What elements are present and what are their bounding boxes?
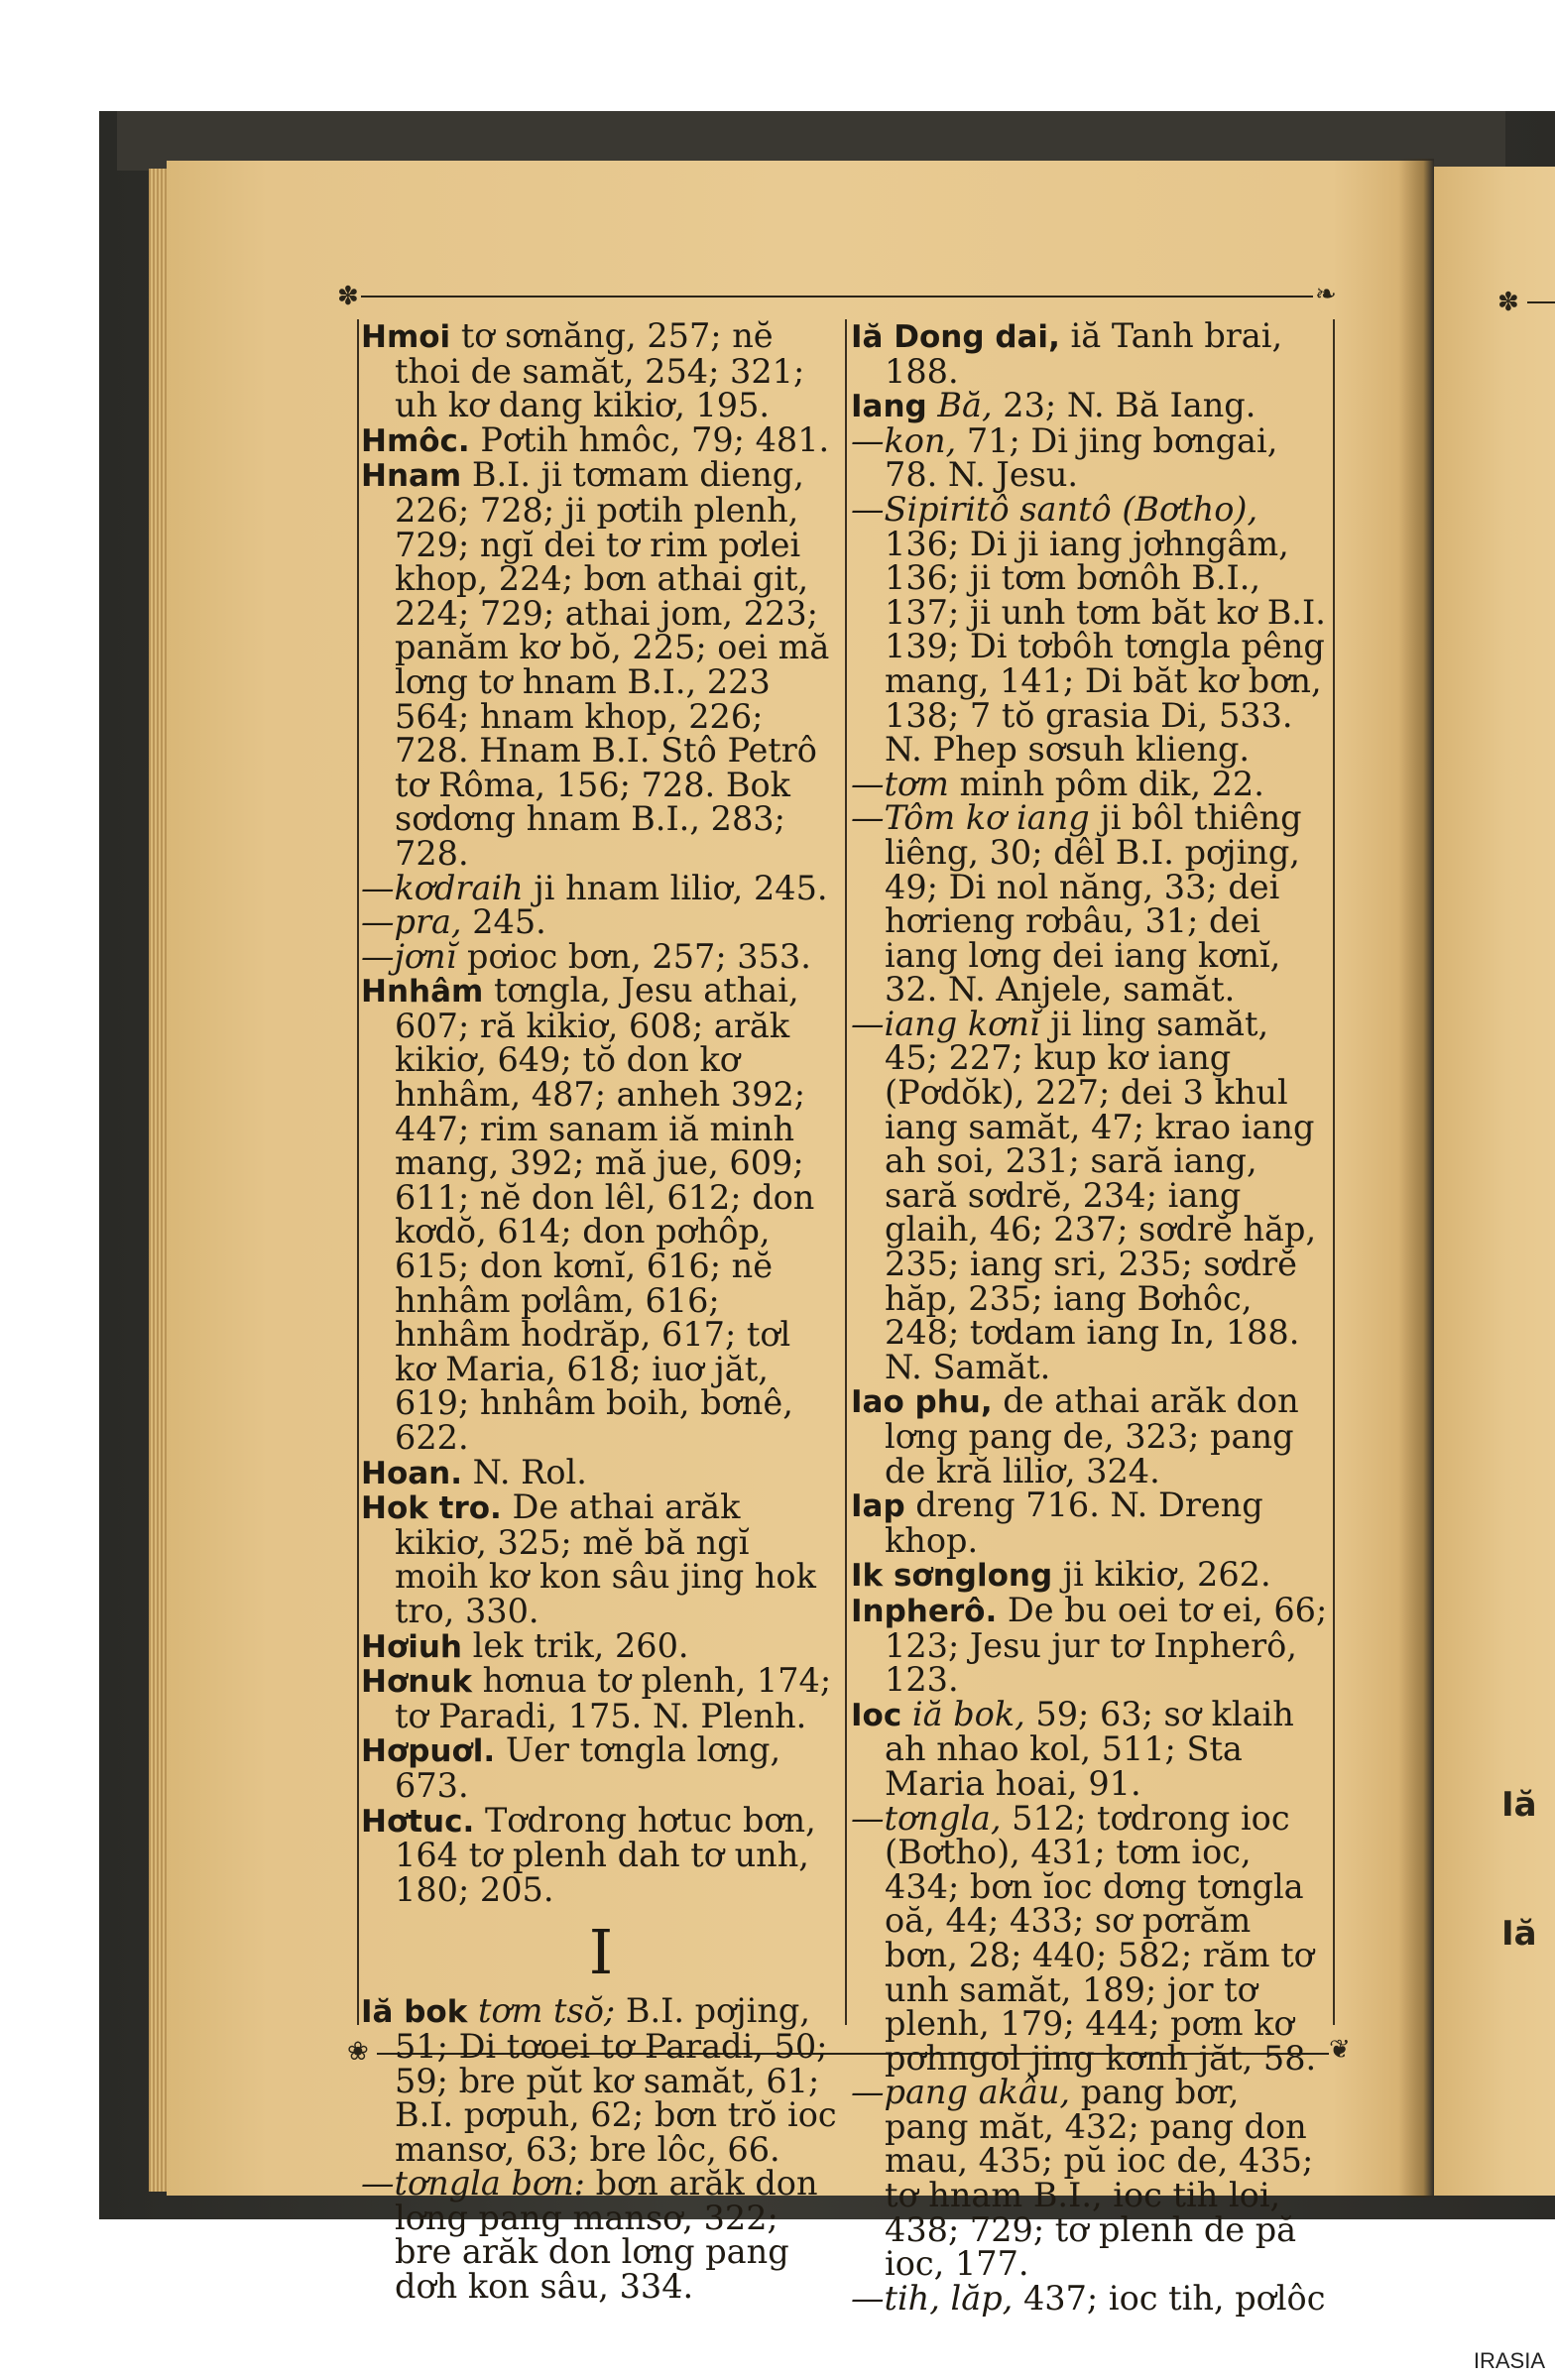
entry-text: de athai arăk don lơng pang de, 323; pang de kră liliơ, 324.	[885, 1381, 1299, 1490]
index-entry	[851, 2073, 1331, 2284]
index-entry	[361, 936, 841, 976]
entry-headword: Hơtuc.	[361, 1803, 475, 1840]
entry-italic-gloss: Bă,	[926, 386, 993, 425]
entry-text: 71; Di jing bơngai, 78. N. Jesu.	[885, 420, 1278, 495]
entry-subhead: —tơngla bơn:	[361, 2164, 585, 2203]
entry-text: ji bôl thiêng liêng, 30; dêl B.I. pơjing, 49; Di nol năng, 33; dei hơrieng rơbâu, 31; dei iang lơng dei iang kơnĭ, 32. N. Anjele, samăt.	[885, 798, 1302, 1010]
entry-headword: Iang	[851, 389, 927, 425]
index-entry	[851, 1798, 1331, 2078]
entry-headword: Ioc	[851, 1697, 902, 1733]
entry-text: bơn arăk don lơng pang mansơ, 322; bre arăk don lơng pang dơh kon sâu, 334.	[395, 2164, 818, 2307]
entry-text: hơnua tơ plenh, 174; tơ Paradi, 175. N. Plenh.	[395, 1661, 832, 1735]
index-entry	[851, 2278, 1331, 2318]
index-entry	[361, 1490, 841, 1628]
entry-text: Uer tơngla lơng, 673.	[395, 1730, 781, 1805]
entry-text: 59; 63; sơ klaih ah nhao kol, 511; Sta Maria hoai, 91.	[885, 1694, 1294, 1803]
index-entry	[361, 1730, 841, 1805]
index-entry	[361, 1661, 841, 1735]
entry-subhead: —Sipiritô santô (Bơtho),	[851, 489, 1258, 529]
index-entry	[361, 1800, 841, 1909]
entry-headword: Hnam	[361, 458, 462, 495]
top-rule	[361, 296, 1313, 298]
index-entry	[851, 420, 1331, 495]
index-entry	[851, 386, 1331, 425]
entry-text: ji ling samăt, 45; 227; kup kơ iang (Pơdŏk), 227; dei 3 khul iang samăt, 47; krao iang ah soi, 231; sară iang, sară sơdrĕ, 234; iang glaih, 46; 237; sơdrĕ hăp, 235; iang sri, 235; sơdrĕ hăp, 235; iang Bơhôc, 248; tơdam iang In, 188. N. Samăt.	[885, 1004, 1317, 1386]
entry-text: N. Rol.	[462, 1452, 587, 1491]
book-gutter	[1398, 159, 1434, 2198]
entry-headword: Hmôc.	[361, 422, 470, 459]
entry-text: dreng 716. N. Dreng khop.	[885, 1486, 1263, 1560]
entry-text: B.I. pơjing, 51; Di tơoei tơ Paradi, 50; 59; bre pŭt kơ samăt, 61; B.I. pơpuh, 62; bơn trŏ ioc mansơ, 63; bre lôc, 66.	[395, 1991, 837, 2169]
entry-subhead: —tơm	[851, 764, 949, 803]
entry-headword: Hmoi	[361, 319, 451, 355]
entry-headword: Hok tro.	[361, 1490, 502, 1527]
next-page-rule	[1527, 301, 1555, 303]
entry-text: minh pôm dik, 22.	[948, 764, 1264, 803]
entry-headword: Hnhâm	[361, 974, 484, 1011]
entry-subhead: —tơngla,	[851, 1798, 1002, 1838]
entry-headword: Hoan.	[361, 1455, 463, 1491]
index-entry	[851, 316, 1331, 391]
right-margin-line	[1333, 319, 1335, 2025]
entry-subhead: —tih, lăp,	[851, 2278, 1014, 2318]
left-margin-line	[357, 319, 359, 2025]
index-entry	[361, 1452, 841, 1491]
index-entry	[851, 1488, 1331, 1558]
section-letter: I	[588, 1916, 614, 1989]
entry-text: ji hnam liliơ, 245.	[523, 868, 828, 907]
entry-text: De athai arăk kikiơ, 325; mĕ bă ngĭ moih kơ kon sâu jing hok tro, 330.	[395, 1488, 816, 1630]
right-page-fragment	[1434, 167, 1555, 2196]
entry-text: tơngla, Jesu athai, 607; ră kikiơ, 608; arăk kikiơ, 649; tŏ don kơ hnhâm, 487; anheh 392; 447; rim sanam iă minh mang, 392; mă jue, 609; 611; nĕ don lêl, 612; don kơdŏ, 614; don pơhôp, 615; don kơnĭ, 616; nĕ hnhâm pơlâm, 616; hnhâm hodrăp, 617; tơl kơ Maria, 618; iuơ jăt, 619; hnhâm boih, bơnê, 622.	[395, 971, 815, 1457]
entry-headword: Ik sơnglong	[851, 1558, 1053, 1595]
index-entry	[361, 419, 841, 459]
entry-text: Pơtih hmôc, 79; 481.	[469, 419, 830, 459]
ornament-next-page-icon: ✽	[1497, 288, 1519, 317]
ornament-bottom-left-icon: ❀	[347, 2037, 369, 2067]
index-entry	[361, 902, 841, 942]
entry-text: 437; ioc tih, pơlôc	[1013, 2278, 1326, 2318]
entry-text: tơ sơnăng, 257; nĕ thoi de samăt, 254; 321; uh kơ dang kikiơ, 195.	[395, 316, 805, 425]
entry-subhead: —pra,	[361, 902, 462, 942]
index-entry	[361, 1991, 841, 2169]
entry-text: 23; N. Bă Iang.	[992, 386, 1256, 425]
entry-text: 136; Di ji iang jơhngâm, 136; ji tơm bơnôh B.I., 137; ji unh tơm băt kơ B.I. 139; Di tơbôh tơngla pêng mang, 141; Di băt kơ bơn, 138; 7 tŏ grasia Di, 533. N. Phep sơsuh klieng.	[885, 524, 1326, 770]
entry-text: De bu oei tơ ei, 66; 123; Jesu jur tơ Inpherô, 123.	[885, 1590, 1328, 1700]
index-entry	[361, 868, 841, 907]
index-entry	[851, 1555, 1331, 1595]
entry-text: Tơdrong hơtuc bơn, 164 tơ plenh dah tơ unh, 180; 205.	[395, 1800, 816, 1909]
entry-subhead: —kon,	[851, 420, 957, 460]
entry-text: pang bơr, pang măt, 432; pang don mau, 435; pŭ ioc de, 435; tơ hnam B.I., ioc tih loi, 438; 729; tơ plenh de pă ioc, 177.	[885, 2073, 1314, 2284]
entry-headword: Hơnuk	[361, 1664, 472, 1701]
entry-subhead: —Tôm kơ iang	[851, 798, 1090, 838]
index-entry	[361, 316, 841, 425]
index-entry	[851, 764, 1331, 803]
next-page-entry-fragment: Iă	[1501, 1914, 1537, 1954]
entry-headword: Iă Dong dai,	[851, 319, 1060, 355]
entry-text: pơioc bơn, 257; 353.	[456, 936, 811, 976]
watermark: IRASIA	[1473, 2348, 1545, 2373]
entry-subhead: —jơnĭ	[361, 936, 457, 976]
index-entry	[851, 1590, 1331, 1700]
index-entry	[851, 489, 1331, 770]
entry-text: ji kikiơ, 262.	[1052, 1555, 1271, 1595]
index-entry	[851, 1004, 1331, 1386]
entry-headword: Hơiuh	[361, 1628, 463, 1665]
entry-text: 512; tơdrong ioc (Bơtho), 431; tơm ioc, 434; bơn ĭoc dơng tơngla oă, 44; 433; sơ pơrăm bơn, 28; 440; 582; răm tơ unh samăt, 189; jor tơ plenh, 179; 444; pơm kơ pơhngol jing kơnh jăt, 58.	[885, 1798, 1317, 2078]
entry-headword: Inpherô.	[851, 1593, 998, 1629]
entry-italic-gloss: iă bok,	[901, 1694, 1025, 1733]
index-entry	[851, 1694, 1331, 1803]
entry-text: 245.	[461, 902, 546, 942]
entry-headword: Iă bok	[361, 1994, 468, 2031]
entry-text: iă Tanh brai, 188.	[885, 316, 1283, 391]
index-entry	[361, 2164, 841, 2307]
entry-subhead: —iang kơnĭ	[851, 1004, 1040, 1043]
index-entry	[851, 1381, 1331, 1490]
entry-text: B.I. ji tơmam dieng, 226; 728; ji pơtih plenh, 729; ngĭ dei tơ rim pơlei khop, 224; bơn athai git, 224; 729; athai jom, 223; panăm kơ bŏ, 225; oei mă lơng tơ hnam B.I., 223 564; hnam khop, 226; 728. Hnam B.I. Stô Petrô tơ Rôma, 156; 728. Bok sơdơng hnam B.I., 283; 728.	[395, 455, 830, 873]
entry-headword: Hơpuơl.	[361, 1733, 496, 1770]
right-column	[851, 316, 1331, 2318]
entry-headword: Iao phu,	[851, 1384, 993, 1421]
index-entry	[361, 971, 841, 1457]
entry-headword: Iap	[851, 1488, 905, 1525]
left-column	[361, 316, 841, 2307]
next-page-entry-fragment: Iă	[1501, 1785, 1537, 1825]
ornament-top-left-icon: ✽	[337, 282, 359, 311]
entry-text: lek trik, 260.	[462, 1625, 689, 1665]
index-entry	[851, 798, 1331, 1010]
index-entry	[361, 455, 841, 873]
ornament-bottom-right-icon: ❦	[1329, 2035, 1351, 2065]
entry-italic-gloss: tơm tsŏ;	[467, 1991, 616, 2031]
entry-subhead: —kơdraih	[361, 868, 524, 907]
column-divider	[845, 319, 847, 2025]
entry-subhead: —pang akâu,	[851, 2073, 1071, 2112]
ornament-top-right-icon: ❧	[1315, 280, 1337, 309]
index-entry	[361, 1625, 841, 1665]
